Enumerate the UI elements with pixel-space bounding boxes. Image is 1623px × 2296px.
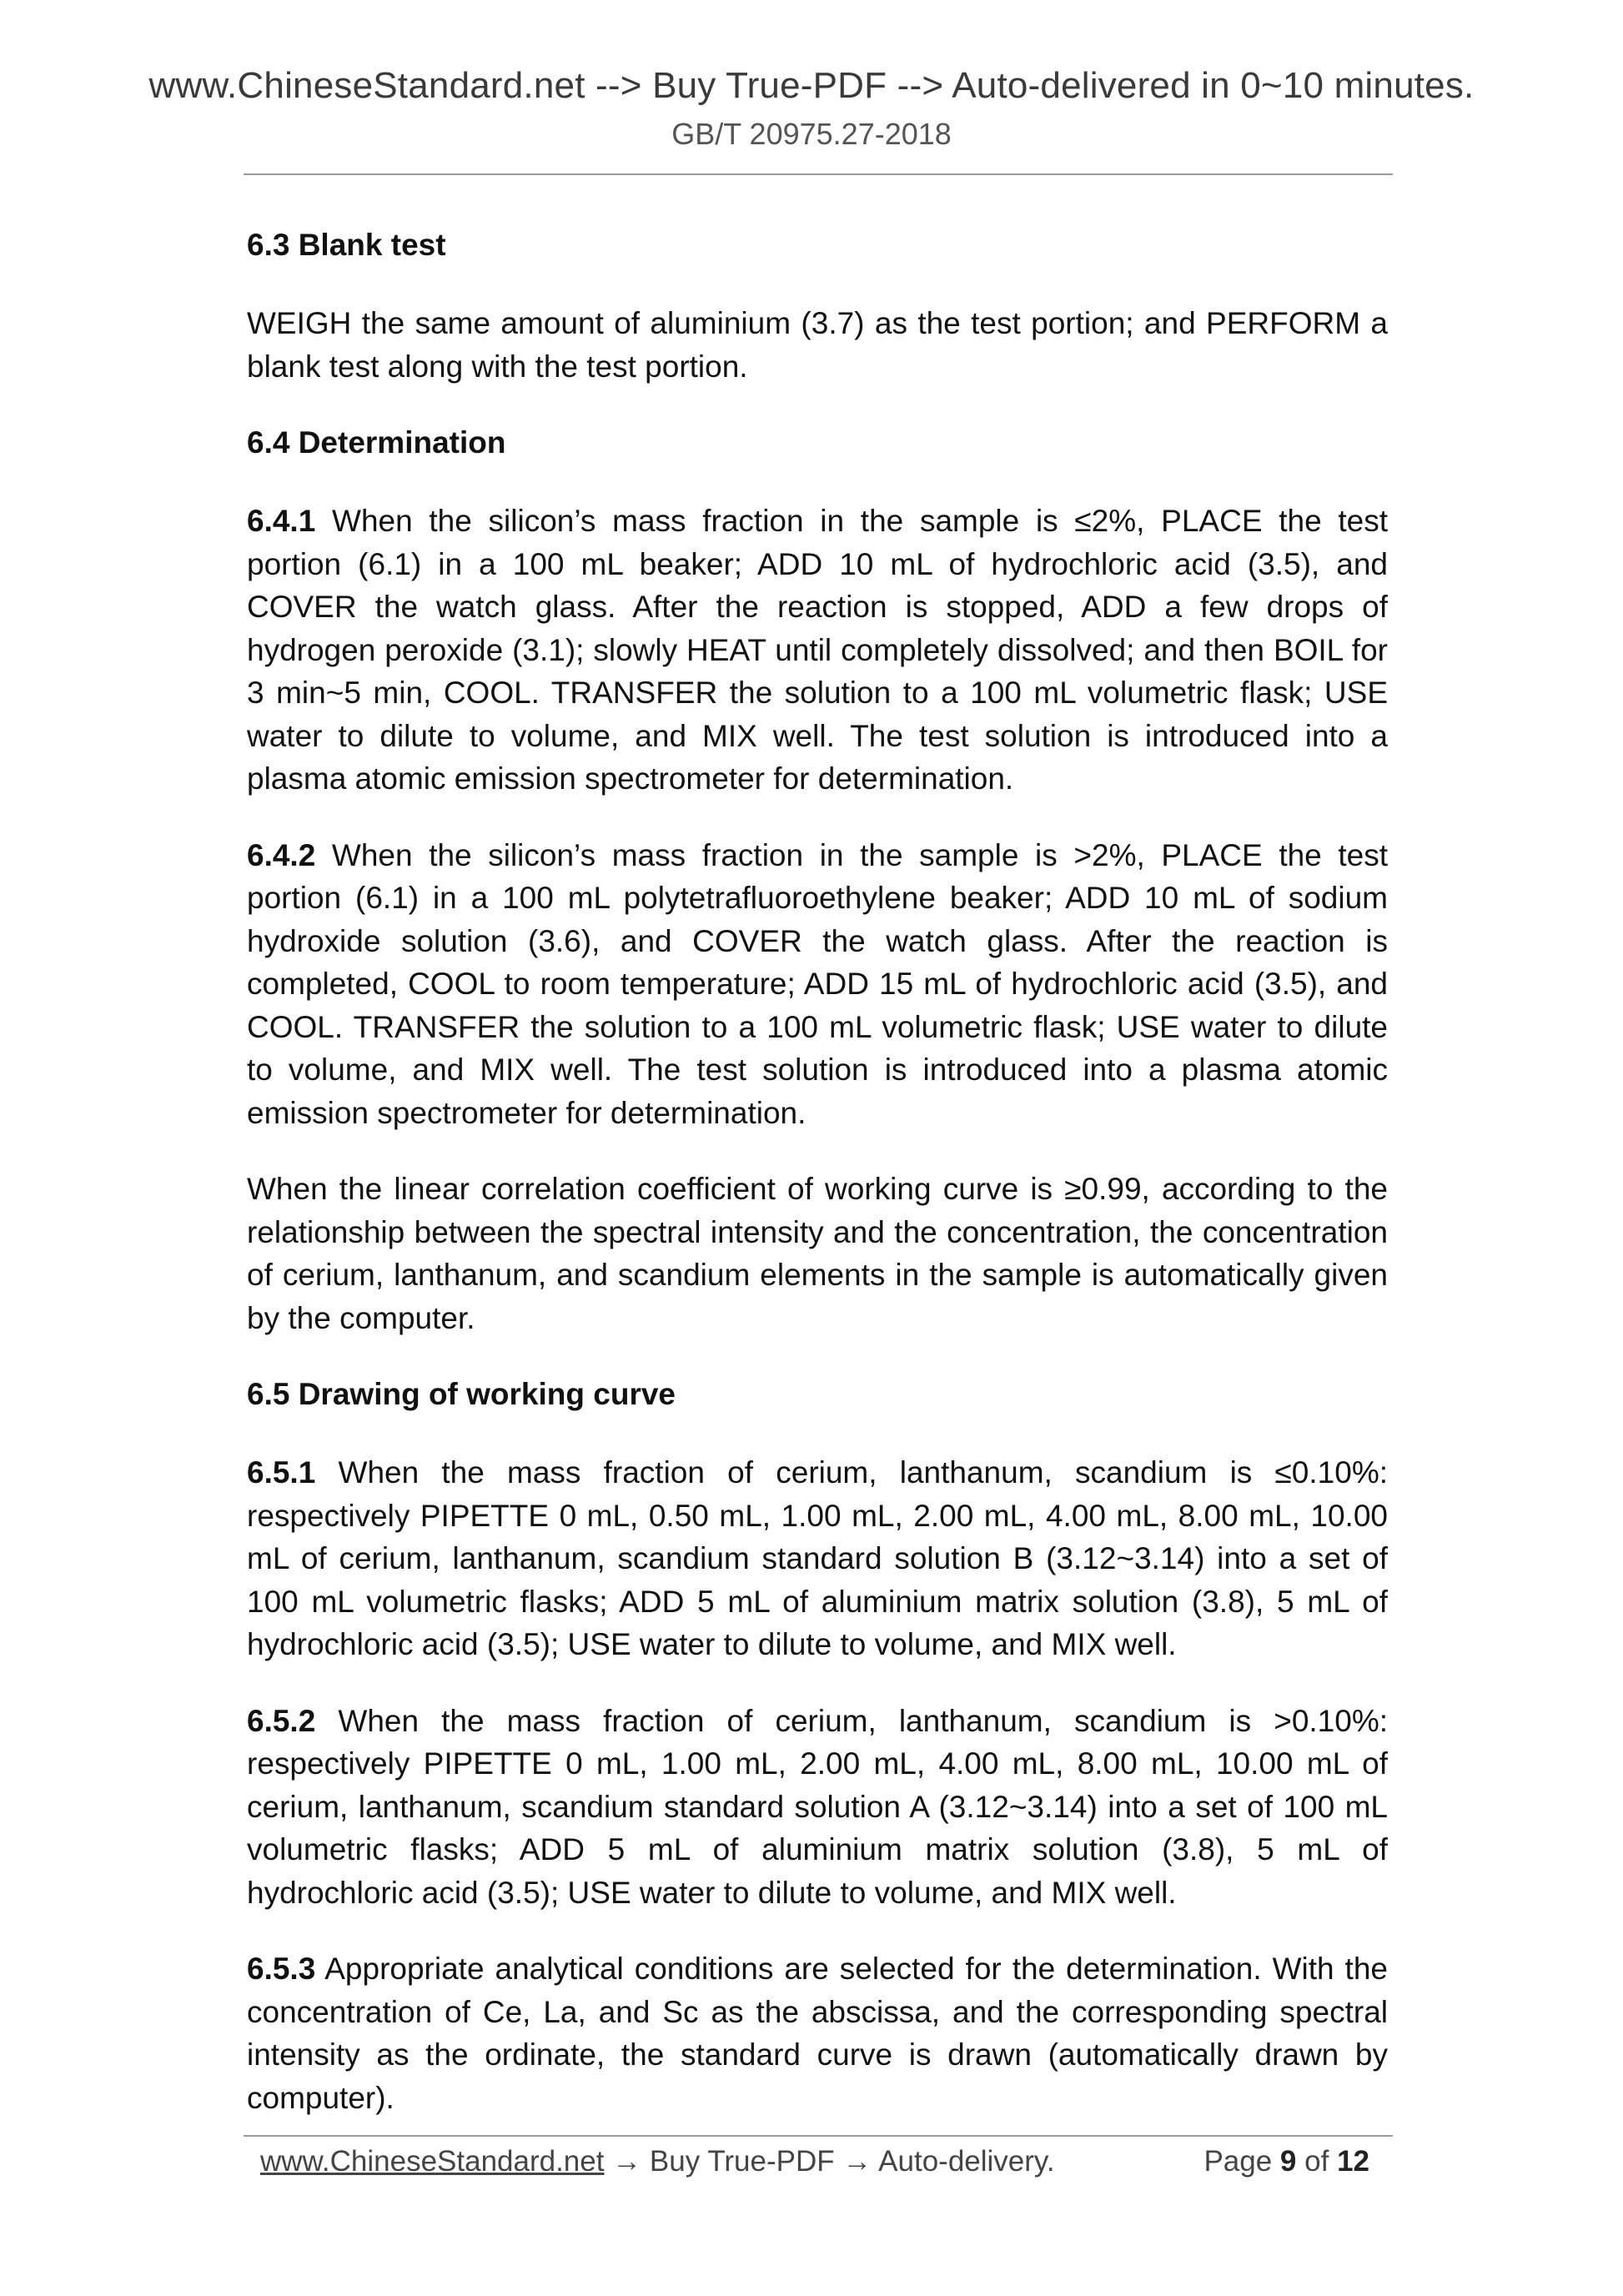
- paragraph-6-4-1: [247, 500, 1388, 801]
- clause-number-6-5-3: 6.5.3: [247, 1952, 316, 1986]
- top-banner: www.ChineseStandard.net --> Buy True-PDF --> Auto-delivered in 0~10 minutes.: [148, 65, 1475, 106]
- clause-text-6-5-2: When the mass fraction of cerium, lanthanum, scandium is >0.10%: respectively PIPETTE 0 mL, 1.00 mL, 2.00 mL, 4.00 mL, 8.00 mL, 10.00 mL of cerium, lanthanum, scandium standard solution A (3.12~3.14) into a set of 100 mL volumetric flasks; ADD 5 mL of aluminium matrix solution (3.8), 5 mL of hydrochloric acid (3.5); USE water to dilute to volume, and MIX well.: [247, 1703, 1389, 1910]
- clause-number-6-5-2: 6.5.2: [247, 1703, 316, 1738]
- document-code: GB/T 20975.27-2018: [671, 117, 952, 151]
- clause-number-6-4-1: 6.4.1: [247, 504, 316, 538]
- page-content: [247, 224, 1388, 2153]
- clause-text-6-5-3: Appropriate analytical conditions are selected for the determination. With the concentration of Ce, La, and Sc as the abscissa, and the corresponding spectral intensity as the ordinate, the standard curve is drawn (automatically drawn by computer).: [247, 1952, 1388, 2115]
- paragraph-6-5-1: [247, 1451, 1388, 1666]
- clause-text-6-5-1: When the mass fraction of cerium, lanthanum, scandium is ≤0.10%: respectively PIPETTE 0 mL, 0.50 mL, 1.00 mL, 2.00 mL, 4.00 mL, 8.00 mL, 10.00 mL of cerium, lanthanum, scandium standard solution B (3.12~3.14) into a set of 100 mL volumetric flasks; ADD 5 mL of aluminium matrix solution (3.8), 5 mL of hydrochloric acid (3.5); USE water to dilute to volume, and MIX well.: [247, 1455, 1389, 1661]
- footer-site-link[interactable]: www.ChineseStandard.net: [260, 2145, 605, 2178]
- page-current: 9: [1279, 2145, 1297, 2178]
- footer-divider: [244, 2135, 1393, 2137]
- section-heading-6-5: 6.5 Drawing of working curve: [247, 1377, 676, 1411]
- clause-text-6-4-1: When the silicon’s mass fraction in the sample is ≤2%, PLACE the test portion (6.1) in a 100 mL beaker; ADD 10 mL of hydrochloric acid (3.5), and COVER the watch glass. After the reaction is stopped, ADD a few drops of hydrogen peroxide (3.1); slowly HEAT until completely dissolved; and then BOIL for 3 min~5 min, COOL. TRANSFER the solution to a 100 mL volumetric flask; USE water to dilute to volume, and MIX well. The test solution is introduced into a plasma atomic emission spectrometer for determination.: [247, 504, 1388, 796]
- page-label: Page: [1203, 2145, 1273, 2178]
- paragraph-6-5-3: [247, 1947, 1388, 2119]
- paragraph-6-5-2: [247, 1700, 1388, 1915]
- paragraph-6-4-note: When the linear correlation coefficient of working curve is ≥0.99, according to the relationship between the spectral intensity and the concentration, the concentration of cerium, lanthanum, and scandium elements in the sample is automatically given by the computer.: [247, 1172, 1388, 1335]
- clause-text-6-4-2: When the silicon’s mass fraction in the sample is >2%, PLACE the test portion (6.1) in a 100 mL polytetrafluoroethylene beaker; ADD 10 mL of sodium hydroxide solution (3.6), and COVER the watch glass. After the reaction is completed, COOL to room temperature; ADD 15 mL of hydrochloric acid (3.5), and COOL. TRANSFER the solution to a 100 mL volumetric flask; USE water to dilute to volume, and MIX well. The test solution is introduced into a plasma atomic emission spectrometer for determination.: [247, 837, 1389, 1130]
- clause-number-6-5-1: 6.5.1: [247, 1455, 316, 1490]
- page-footer: [260, 2145, 1369, 2178]
- header-divider: [244, 173, 1393, 175]
- paragraph-6-3: WEIGH the same amount of aluminium (3.7) as the test portion; and PERFORM a blank test along with the test portion.: [247, 306, 1388, 384]
- paragraph-6-4-2: [247, 834, 1388, 1135]
- page-total: 12: [1337, 2145, 1369, 2178]
- page-indicator: [1203, 2145, 1369, 2178]
- section-heading-6-4: 6.4 Determination: [247, 425, 506, 460]
- footer-promo-tail: → Buy True-PDF → Auto-delivery.: [604, 2145, 1055, 2178]
- footer-promo: [260, 2145, 1055, 2178]
- section-heading-6-3: 6.3 Blank test: [247, 228, 446, 262]
- page-of-label: of: [1304, 2145, 1329, 2178]
- clause-number-6-4-2: 6.4.2: [247, 837, 316, 872]
